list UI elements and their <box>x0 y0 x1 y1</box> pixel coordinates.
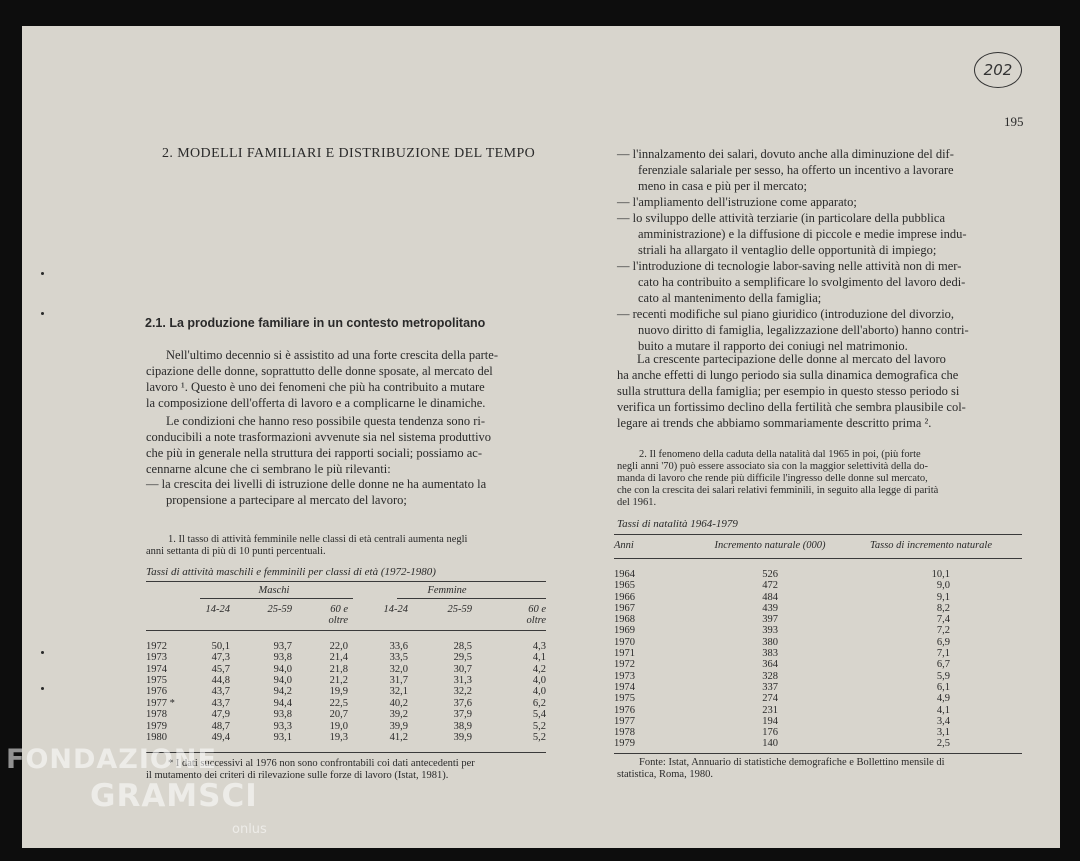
table2-year-cell: 1971 <box>614 648 635 660</box>
text-line: manda di lavoro che rende più difficile l'ingresso delle donne sul mercato, <box>617 473 928 484</box>
table-row <box>614 671 1022 682</box>
text-line: propensione a partecipare al mercato del lavoro; <box>166 493 407 507</box>
table1-year-cell: 1972 <box>146 640 167 652</box>
table1-value-cell: 47,3 <box>211 652 230 664</box>
table2-year-cell: 1974 <box>614 681 635 693</box>
table1-year-cell: 1974 <box>146 663 167 675</box>
table-row <box>146 652 546 663</box>
text-line: — la crescita dei livelli di istruzione delle donne ne ha aumentato la <box>146 477 487 491</box>
table1-year-cell: 1977 * <box>146 697 175 709</box>
text-line: sulla struttura della famiglia; per esempio in questo stesso periodo si <box>617 384 960 398</box>
list-item-line: amministrazione) e la diffusione di piccole e medie imprese indu- <box>638 227 967 241</box>
subsection-title: 2.1. La produzione familiare in un contesto metropolitano <box>145 316 486 330</box>
table2-value-cell: 439 <box>762 602 778 614</box>
table-row <box>146 686 546 697</box>
page-number: 195 <box>1004 114 1024 129</box>
table1-col-header: 14-24 <box>383 604 408 615</box>
table1-value-cell: 43,7 <box>211 697 230 709</box>
table1-col-header: oltre <box>328 615 348 627</box>
table1-group-femmine: Femmine <box>427 585 467 597</box>
table2-value-cell: 472 <box>762 580 778 592</box>
table1-value-cell: 19,0 <box>329 720 348 732</box>
table1-year-cell: 1980 <box>146 732 167 744</box>
table1-value-cell: 32,2 <box>453 686 472 698</box>
text-line: Nell'ultimo decennio si è assistito ad una forte crescita della parte- <box>166 348 498 362</box>
table1-col-header: oltre <box>526 615 546 627</box>
text-line: la composizione dell'offerta di lavoro e a complicarne le dinamiche. <box>146 396 486 410</box>
table2-year-cell: 1969 <box>614 625 635 637</box>
table1-col-header: 60 e <box>330 604 348 615</box>
text-line: La crescente partecipazione delle donne al mercato del lavoro <box>637 352 946 366</box>
table2-value-cell: 4,1 <box>936 704 950 716</box>
table1-value-cell: 5,2 <box>532 720 546 732</box>
table2-value-cell: 231 <box>762 704 778 716</box>
table-row <box>614 625 1022 636</box>
table2-value-cell: 380 <box>762 636 778 648</box>
table1-year-cell: 1973 <box>146 652 167 664</box>
table2-value-cell: 8,2 <box>936 602 950 614</box>
table1-value-cell: 31,3 <box>453 675 472 687</box>
table1-value-cell: 20,7 <box>329 709 348 721</box>
list-item-line: cato al mantenimento della famiglia; <box>638 291 822 305</box>
list-item-line: ferenziale salariale per sesso, ha offerto un incentivo a lavorare <box>638 163 954 177</box>
table2-value-cell: 194 <box>762 715 778 727</box>
table1-value-cell: 19,3 <box>329 732 348 744</box>
table2-value-cell: 328 <box>762 670 778 682</box>
table-row <box>614 716 1022 727</box>
table1-caption: Tassi di attività maschili e femminili per classi di età (1972-1980) <box>146 566 436 578</box>
list-item-line: — l'innalzamento dei salari, dovuto anche alla diminuzione del dif- <box>617 147 954 161</box>
table-row <box>146 732 546 743</box>
table1-value-cell: 93,3 <box>273 720 292 732</box>
table-row <box>146 721 546 732</box>
list-item-line: — l'ampliamento dell'istruzione come apparato; <box>617 195 857 209</box>
table2-year-cell: 1967 <box>614 602 635 614</box>
table2-col-header: Anni <box>614 540 634 552</box>
text-line: 1. Il tasso di attività femminile nelle classi di età centrali aumenta negli <box>168 534 468 545</box>
table2-year-cell: 1977 <box>614 715 635 727</box>
bullet-item <box>146 476 546 508</box>
text-line: legare ai trends che abbiamo sommariamente descritto prima ². <box>617 416 932 430</box>
table-row <box>614 592 1022 603</box>
table2-value-cell: 3,1 <box>936 727 950 739</box>
table1-value-cell: 33,5 <box>389 652 408 664</box>
list-item-line: — l'introduzione di tecnologie labor-saving nelle attività non di mer- <box>617 259 962 273</box>
table2-value-cell: 7,1 <box>936 648 950 660</box>
table1-value-cell: 94,4 <box>273 697 292 709</box>
table1-value-cell: 22,0 <box>329 640 348 652</box>
table1-value-cell: 93,8 <box>273 652 292 664</box>
table2-col-header: Tasso di incremento naturale <box>869 540 993 552</box>
table1-value-cell: 4,0 <box>532 675 546 687</box>
right-paragraph <box>617 351 1023 431</box>
table-row <box>614 693 1022 704</box>
table1-year-cell: 1979 <box>146 720 167 732</box>
table-row <box>614 659 1022 670</box>
footnote-1 <box>146 534 546 558</box>
list-item-line: buito a mutare il rapporto dei coniugi nel matrimonio. <box>638 339 908 353</box>
text-line: conducibili a note trasformazioni avvenute sia nel sistema produttivo <box>146 430 492 444</box>
table1-value-cell: 94,2 <box>273 686 292 698</box>
table1-value-cell: 48,7 <box>211 720 230 732</box>
table2-value-cell: 526 <box>762 569 778 580</box>
watermark-gramsci: GRAMSCI <box>90 778 258 814</box>
footnote-2 <box>617 449 1023 509</box>
table-row <box>146 664 546 675</box>
text-line: verifica un fortissimo declino della fertilità che sembra plausibile col- <box>617 400 966 414</box>
table-row <box>614 648 1022 659</box>
table1-value-cell: 19,9 <box>329 686 348 698</box>
table2-value-cell: 176 <box>762 727 778 739</box>
list-item-line: cato ha contribuito a semplificare lo svolgimento del lavoro dedi- <box>638 275 966 289</box>
table1-value-cell: 32,0 <box>389 663 408 675</box>
table1-value-cell: 37,9 <box>453 709 472 721</box>
table1-value-cell: 4,0 <box>532 686 546 698</box>
table1-value-cell: 4,2 <box>532 663 546 675</box>
table2-year-cell: 1972 <box>614 659 635 671</box>
table-row <box>146 641 546 652</box>
text-line: negli anni '70) può essere associato sia con la maggior selettività della do- <box>617 461 928 472</box>
paragraph-1 <box>146 347 546 411</box>
table2-value-cell: 10,1 <box>931 569 950 580</box>
table2-year-cell: 1964 <box>614 569 635 580</box>
watermark-onlus: onlus <box>232 822 267 837</box>
table2-value-cell: 274 <box>762 693 778 705</box>
table-row <box>614 738 1022 749</box>
table1-value-cell: 93,8 <box>273 709 292 721</box>
table1-value-cell: 45,7 <box>211 663 230 675</box>
table2-top-rule <box>614 534 1022 535</box>
text-line: 2. Il fenomeno della caduta della natalità dal 1965 in poi, (più forte <box>639 449 921 460</box>
text-line: che con la crescita dei salari relativi femminili, in seguito alla legge di parità <box>617 485 939 496</box>
table1-year-cell: 1978 <box>146 709 167 721</box>
table2-year-cell: 1978 <box>614 727 635 739</box>
text-line: cennarne alcune che ci sembrano le più rilevanti: <box>146 462 391 476</box>
list-item-line: striali ha allargato il ventaglio delle opportunità di impiego; <box>638 243 937 257</box>
table1-value-cell: 5,2 <box>532 732 546 744</box>
table2-value-cell: 2,5 <box>936 738 950 750</box>
table2-year-cell: 1975 <box>614 693 635 705</box>
table1-value-cell: 31,7 <box>389 675 408 687</box>
text-line: anni settanta di più di 10 punti percentuali. <box>146 546 326 557</box>
text-line: che più in generale nella struttura dei rapporti sociali; possiamo ac- <box>146 446 482 460</box>
table-row <box>146 709 546 720</box>
table-row <box>614 705 1022 716</box>
table2-value-cell: 393 <box>762 625 778 637</box>
table2-year-cell: 1976 <box>614 704 635 716</box>
table1-value-cell: 6,2 <box>532 697 546 709</box>
table1-top-rule <box>146 581 546 582</box>
table1-value-cell: 29,5 <box>453 652 472 664</box>
text-line: lavoro ¹. Questo è uno dei fenomeni che più ha contribuito a mutare <box>146 380 485 394</box>
text-line: Le condizioni che hanno reso possibile questa tendenza sono ri- <box>166 414 486 428</box>
section-title: 2. MODELLI FAMILIARI E DISTRIBUZIONE DEL TEMPO <box>162 146 536 161</box>
table2-col-header: Incremento naturale (000) <box>714 540 826 552</box>
table2-value-cell: 6,7 <box>936 659 950 671</box>
table2-value-cell: 4,9 <box>936 693 950 705</box>
table1-value-cell: 94,0 <box>273 663 292 675</box>
table-row <box>614 637 1022 648</box>
table2-year-cell: 1965 <box>614 580 635 592</box>
right-list <box>617 146 1023 354</box>
archive-stamp: 202 <box>974 52 1022 88</box>
table-row <box>614 569 1022 580</box>
list-item-line: meno in casa e più per il mercato; <box>638 179 808 193</box>
table2-year-cell: 1970 <box>614 636 635 648</box>
table1-year-cell: 1976 <box>146 686 167 698</box>
margin-mark <box>41 651 44 654</box>
table1-value-cell: 21,2 <box>329 675 348 687</box>
table1-value-cell: 44,8 <box>211 675 230 687</box>
table-row <box>614 603 1022 614</box>
list-item-line: nuovo diritto di famiglia, legalizzazione dell'aborto) hanno contri- <box>638 323 969 337</box>
table2-value-cell: 3,4 <box>936 715 950 727</box>
table1-value-cell: 21,4 <box>329 652 348 664</box>
table1-value-cell: 4,3 <box>532 640 546 652</box>
table1-value-cell: 32,1 <box>389 686 408 698</box>
table1-value-cell: 47,9 <box>211 709 230 721</box>
table1-value-cell: 43,7 <box>211 686 230 698</box>
table2 <box>614 536 1022 750</box>
table2-year-cell: 1968 <box>614 614 635 626</box>
table-row <box>614 682 1022 693</box>
table1-col-header: 14-24 <box>205 604 230 615</box>
table2-year-cell: 1979 <box>614 738 635 750</box>
text-line: * I dati successivi al 1976 non sono confrontabili coi dati antecedenti per <box>168 758 475 769</box>
table1-value-cell: 93,1 <box>273 732 292 744</box>
table-row <box>614 580 1022 591</box>
table2-value-cell: 140 <box>762 738 778 750</box>
text-line: Fonte: Istat, Annuario di statistiche demografiche e Bollettino mensile di <box>639 757 945 768</box>
paragraph-2 <box>146 413 546 477</box>
table2-value-cell: 6,9 <box>936 636 950 648</box>
table1-value-cell: 39,9 <box>389 720 408 732</box>
watermark-fondazione: FONDAZIONE <box>6 744 217 775</box>
table2-value-cell: 5,9 <box>936 670 950 682</box>
margin-mark <box>41 687 44 690</box>
table2-value-cell: 7,2 <box>936 625 950 637</box>
table2-value-cell: 364 <box>762 659 778 671</box>
text-line: statistica, Roma, 1980. <box>617 769 713 780</box>
table1-value-cell: 28,5 <box>453 640 472 652</box>
table1-value-cell: 38,9 <box>453 720 472 732</box>
text-line: del 1961. <box>617 497 657 508</box>
table2-value-cell: 9,1 <box>936 591 950 603</box>
table1-value-cell: 40,2 <box>389 697 408 709</box>
table2-value-cell: 397 <box>762 614 778 626</box>
table1-value-cell: 5,4 <box>532 709 546 721</box>
text-line: cipazione delle donne, soprattutto delle donne sposate, al mercato del <box>146 364 493 378</box>
table1-col-header: 25-59 <box>267 604 292 615</box>
margin-mark <box>41 272 44 275</box>
table2-value-cell: 9,0 <box>936 580 950 592</box>
table2-value-cell: 383 <box>762 648 778 660</box>
table1-value-cell: 50,1 <box>211 640 230 652</box>
table1-year-cell: 1975 <box>146 675 167 687</box>
table1-value-cell: 33,6 <box>389 640 408 652</box>
table1-value-cell: 39,9 <box>453 732 472 744</box>
table1-col-header: 60 e <box>528 604 546 615</box>
table2-year-cell: 1966 <box>614 591 635 603</box>
table2-caption: Tassi di natalità 1964-1979 <box>617 518 738 530</box>
table2-value-cell: 7,4 <box>936 614 950 626</box>
table-row <box>146 698 546 709</box>
list-item-line: — lo sviluppo delle attività terziarie (in particolare della pubblica <box>617 211 946 225</box>
text-line: ha anche effetti di lungo periodo sia sulla dinamica demografica che <box>617 368 959 382</box>
table1-value-cell: 21,8 <box>329 663 348 675</box>
table1-value-cell: 22,5 <box>329 697 348 709</box>
table1-col-header: 25-59 <box>447 604 472 615</box>
table2-year-cell: 1973 <box>614 670 635 682</box>
table1-value-cell: 49,4 <box>211 732 230 744</box>
table2-value-cell: 337 <box>762 681 778 693</box>
table1-value-cell: 30,7 <box>453 663 472 675</box>
margin-mark <box>41 312 44 315</box>
list-item-line: — recenti modifiche sul piano giuridico (introduzione del divorzio, <box>617 307 955 321</box>
table1 <box>146 584 546 743</box>
table-row <box>146 675 546 686</box>
table1-value-cell: 94,0 <box>273 675 292 687</box>
table1-value-cell: 93,7 <box>273 640 292 652</box>
table1-value-cell: 4,1 <box>532 652 546 664</box>
table1-value-cell: 37,6 <box>453 697 472 709</box>
table2-source <box>617 757 1023 781</box>
table1-value-cell: 41,2 <box>389 732 408 744</box>
table1-group-maschi: Maschi <box>258 585 290 597</box>
text-line: il mutamento dei criteri di rilevazione sulle forze di lavoro (Istat, 1981). <box>146 770 449 781</box>
table2-value-cell: 6,1 <box>936 681 950 693</box>
table-row <box>614 614 1022 625</box>
table2-value-cell: 484 <box>762 591 778 603</box>
table1-value-cell: 39,2 <box>389 709 408 721</box>
table-row <box>614 727 1022 738</box>
table2-bottom-rule <box>614 753 1022 754</box>
